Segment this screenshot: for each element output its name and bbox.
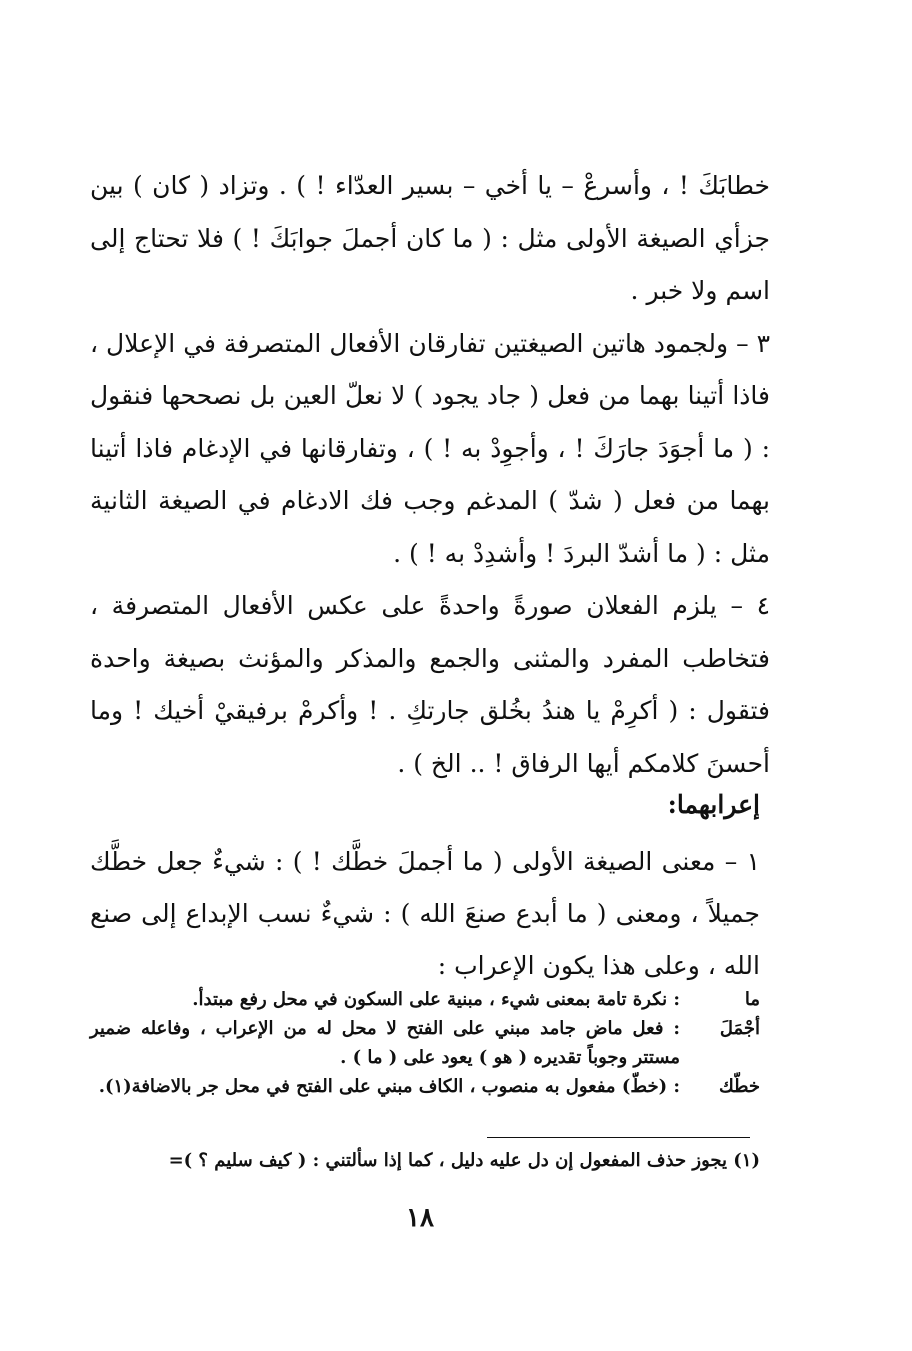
paragraph-4: ٤ – يلزم الفعلان صورةً واحدةً على عكس الأفعال المتصرفة ، فتخاطب المفرد والمثنى والجمع والمذكر والمؤنث بصيغة واحدة فتقول : ( أكرِمْ يا هندُ بخُلق جارتكِ . ! وأكرمْ برفيقيْ أخيك ! وما أحسنَ كلامكم أيها الرفاق ! .. الخ ) . [90, 591, 770, 778]
section-paragraph-1: ١ – معنى الصيغة الأولى ( ما أجملَ خطَّك ! ) : شيءٌ جعل خطَّك جميلاً ، ومعنى ( ما أبدع صنعَ الله ) : شيءٌ نسب الإبداع إلى صنع الله ، وعلى هذا يكون الإعراب : [90, 847, 760, 980]
irab-row [90, 1072, 760, 1101]
irab-desc: : (خطّ) مفعول به منصوب ، الكاف مبني على الفتح في محل جر بالاضافة(١). [98, 1076, 680, 1097]
footnote-divider [487, 1137, 750, 1138]
section-text [90, 836, 760, 992]
irab-desc: : نكرة تامة بمعنى شيء ، مبنية على السكون في محل رفع مبتدأ. [192, 989, 680, 1010]
irab-row [90, 1014, 760, 1072]
page-number: ١٨ [406, 1203, 434, 1233]
irab-word: خطّك [718, 1076, 760, 1097]
footnote: (١) يجوز حذف المفعول إن دل عليه دليل ، كما إذا سألتني : ( كيف سليم ؟ )= [168, 1150, 760, 1171]
irab-desc: : فعل ماض جامد مبني على الفتح لا محل له من الإعراب ، وفاعله ضمير مستتر وجوباً تقديره ( هو ) يعود على ( ما ) . [90, 1018, 680, 1068]
section-heading: إعرابهما: [667, 790, 760, 819]
irab-table [90, 985, 760, 1101]
irab-word: ما [744, 989, 760, 1010]
paragraph-continuation: خطابَكَ ! ، وأسرعْ – يا أخي – بسير العدّاء ! ) . وتزاد ( كان ) بين جزأي الصيغة الأولى مثل : ( ما كان أجملَ جوابَكَ ! ) فلا تحتاج إلى اسم ولا خبر . [90, 171, 770, 305]
paragraph-3: ٣ – ولجمود هاتين الصيغتين تفارقان الأفعال المتصرفة في الإعلال ، فاذا أتينا بهما من فعل ( جاد يجود ) لا نعلّ العين بل نصححها فنقول : ( ما أجوَدَ جارَكَ ! ، وأجوِدْ به ! ) ، وتفارقانها في الإدغام فاذا أتينا بهما من فعل ( شدّ ) المدغم وجب فك الادغام في الصيغة الثانية مثل : ( ما أشدّ البردَ ! وأشدِدْ به ! ) . [90, 328, 770, 568]
irab-row [90, 985, 760, 1014]
main-text [90, 160, 770, 790]
irab-word: أجْمَلَ [719, 1018, 760, 1039]
